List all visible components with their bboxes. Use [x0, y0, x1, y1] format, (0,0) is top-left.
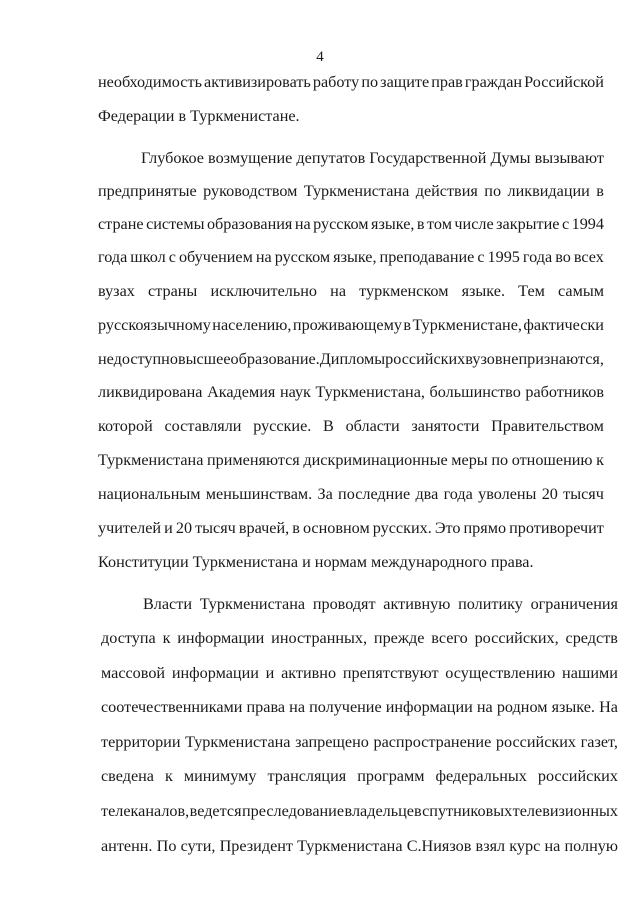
word: Тем: [518, 282, 545, 300]
word: которой: [98, 417, 153, 435]
word: Туркменистана: [98, 451, 204, 469]
word: прежде: [373, 629, 425, 647]
text-line: [98, 313, 604, 337]
word: массовой: [101, 664, 166, 682]
word: с: [168, 248, 176, 266]
word: фактически: [523, 316, 604, 334]
word: работников: [525, 383, 604, 401]
text-line: [98, 70, 604, 94]
word: активно: [281, 664, 337, 682]
word: информации: [171, 664, 259, 682]
word: преподавание: [379, 248, 475, 266]
word: спутниковых: [422, 802, 513, 820]
word: к: [164, 767, 173, 785]
word: ведется: [189, 802, 242, 820]
word: минимуму: [183, 767, 257, 785]
word: страны: [148, 282, 198, 300]
text-line: [98, 179, 604, 203]
word: языке.: [551, 698, 595, 716]
word: с: [561, 215, 570, 233]
word: информации: [385, 698, 473, 716]
word: исключительно: [210, 282, 317, 300]
word: в: [403, 316, 412, 334]
word: ликвидации: [507, 182, 590, 200]
word: политику: [458, 595, 523, 613]
word: школ: [130, 248, 166, 266]
word: курс: [509, 837, 541, 855]
word: образование.: [230, 350, 320, 368]
word: 1995: [487, 248, 520, 266]
word: закрытие: [496, 215, 560, 233]
word: населению,: [212, 316, 292, 334]
word: информации: [177, 629, 265, 647]
text-line: [101, 834, 618, 858]
word: С.Ниязов: [406, 837, 472, 855]
word: тысяч: [195, 519, 236, 537]
word: территории: [101, 733, 181, 751]
word: на: [294, 215, 311, 233]
word: наук: [279, 383, 311, 401]
word: основном: [302, 519, 370, 537]
text-line: [143, 592, 618, 616]
word: родном: [496, 698, 548, 716]
word: права: [246, 698, 286, 716]
word: проживающему: [292, 316, 402, 334]
word: Туркменистана: [303, 182, 410, 200]
word: русские.: [253, 417, 312, 435]
text-line: [101, 626, 618, 650]
word: федеральных: [435, 767, 527, 785]
word: врачей,: [238, 519, 290, 537]
word: применяются: [207, 451, 300, 469]
word: в: [292, 519, 300, 537]
word: на: [289, 698, 306, 716]
word: во: [555, 248, 571, 266]
word: образования: [206, 215, 293, 233]
word: вузов: [465, 350, 503, 368]
word: Туркменистана: [185, 733, 291, 751]
word: защите: [380, 73, 430, 91]
word: телеканалов,: [101, 802, 190, 820]
word: работу: [312, 73, 360, 91]
word: Президент: [219, 837, 293, 855]
word: распространение: [373, 733, 492, 751]
word: По: [156, 837, 177, 855]
word: препятствуют: [342, 664, 439, 682]
text-line: [141, 146, 604, 170]
word: трансляция: [267, 767, 347, 785]
word: полную: [564, 837, 618, 855]
word: вызывают: [534, 149, 604, 167]
word: средств: [565, 629, 618, 647]
word: и: [265, 664, 275, 682]
word: Академия: [207, 383, 276, 401]
word: Думы: [490, 149, 531, 167]
word: с: [477, 248, 485, 266]
text-line: [98, 414, 604, 438]
word: числе: [454, 215, 494, 233]
word: языке,: [371, 215, 415, 233]
word: Российской: [524, 73, 604, 91]
word: преследование: [242, 802, 345, 820]
word: по: [361, 73, 379, 91]
text-line: [98, 347, 604, 371]
word: российских: [495, 733, 576, 751]
word: 1994: [571, 215, 604, 233]
word: года: [98, 248, 128, 266]
word: газет,: [580, 733, 618, 751]
text-line: [98, 448, 604, 472]
word: 20: [175, 519, 193, 537]
word: последние: [338, 485, 411, 503]
word: русских.: [372, 519, 432, 537]
word: туркменском: [359, 282, 449, 300]
word: запрещено: [295, 733, 369, 751]
text-line: [101, 764, 618, 788]
word: Государственной: [369, 149, 487, 167]
word: стране: [98, 215, 144, 233]
word: руководством: [203, 182, 298, 200]
text-line: [98, 482, 604, 506]
text-line: [98, 245, 604, 269]
word: Правительством: [491, 417, 604, 435]
word: На: [599, 698, 618, 716]
word: Дипломы: [319, 350, 386, 368]
word: проводят: [312, 595, 376, 613]
word: меры: [451, 451, 488, 469]
word: соотечественниками: [101, 698, 243, 716]
word: к: [596, 451, 604, 469]
word: по: [491, 451, 509, 469]
word: действия: [415, 182, 478, 200]
word: Власти: [143, 595, 192, 613]
word: русскоязычному: [98, 316, 211, 334]
word: антенн.: [101, 837, 153, 855]
word: депутатов: [296, 149, 366, 167]
word: к: [162, 629, 171, 647]
text-line: [98, 212, 604, 236]
word: осуществлению: [445, 664, 556, 682]
word: Туркменистане,: [412, 316, 522, 334]
word: том: [427, 215, 452, 233]
word: в: [596, 182, 604, 200]
word: активную: [383, 595, 451, 613]
word: недоступно: [98, 350, 178, 368]
word: на: [476, 698, 493, 716]
word: Туркменистана: [199, 595, 306, 613]
word: прав: [431, 73, 463, 91]
word: высшее: [177, 350, 231, 368]
word: учителей: [98, 519, 162, 537]
word: сути,: [180, 837, 216, 855]
word: В: [323, 417, 334, 435]
word: обучением: [178, 248, 253, 266]
word: активизировать: [204, 73, 311, 91]
word: системы: [146, 215, 205, 233]
text-line: [98, 380, 604, 404]
word: два: [415, 485, 439, 503]
word: ликвидирована: [98, 383, 203, 401]
word: доступа: [101, 629, 156, 647]
word: уволены: [478, 485, 537, 503]
word: прямо: [463, 519, 507, 537]
text-line: [101, 799, 618, 823]
word: Туркменистана,: [315, 383, 425, 401]
word: сведена: [101, 767, 154, 785]
word: русском: [313, 215, 369, 233]
word: национальным: [98, 485, 201, 503]
word: отношению: [511, 451, 593, 469]
word: российских: [537, 767, 618, 785]
word: языке.: [461, 282, 506, 300]
word: признаются,: [518, 350, 604, 368]
word: Это: [434, 519, 461, 537]
word: взял: [475, 837, 506, 855]
word: на: [330, 282, 347, 300]
word: всех: [573, 248, 604, 266]
word: нашими: [562, 664, 618, 682]
word: на: [544, 837, 561, 855]
word: языке,: [333, 248, 377, 266]
word: предпринятые: [98, 182, 197, 200]
word: меньшинствам.: [205, 485, 313, 503]
word: составляли: [164, 417, 242, 435]
word: и: [164, 519, 173, 537]
word: иностранных,: [271, 629, 368, 647]
page-number: 4: [316, 49, 324, 65]
word: года: [522, 248, 553, 266]
word: большинство: [429, 383, 521, 401]
word: вузах: [98, 282, 135, 300]
text-line: [98, 279, 604, 303]
word: телевизионных: [512, 802, 618, 820]
word: тысяч: [563, 485, 604, 503]
word: всего: [431, 629, 468, 647]
word: получение: [309, 698, 382, 716]
word: дискриминационные: [303, 451, 448, 469]
word: российских: [385, 350, 466, 368]
word: не: [502, 350, 519, 368]
word: на: [255, 248, 272, 266]
text-line: [101, 730, 618, 754]
word: За: [317, 485, 333, 503]
text-line: [98, 516, 604, 540]
text-line: [101, 661, 618, 685]
word: области: [345, 417, 400, 435]
word: российских,: [474, 629, 559, 647]
word: самым: [558, 282, 604, 300]
word: граждан: [464, 73, 523, 91]
word: Туркменистана: [297, 837, 403, 855]
word: необходимость: [98, 73, 202, 91]
word: года: [443, 485, 473, 503]
text-line: Федерации в Туркменистане.: [98, 107, 300, 125]
word: программ: [357, 767, 425, 785]
word: в: [416, 215, 425, 233]
word: по: [484, 182, 502, 200]
word: возмущение: [208, 149, 293, 167]
word: занятости: [411, 417, 480, 435]
word: ограничения: [530, 595, 618, 613]
text-line: [101, 695, 618, 719]
word: противоречит: [509, 519, 604, 537]
word: владельцев: [344, 802, 422, 820]
word: Глубокое: [141, 149, 204, 167]
word: русском: [274, 248, 331, 266]
text-line: Конституции Туркменистана и нормам международного права.: [98, 553, 534, 571]
word: 20: [541, 485, 558, 503]
